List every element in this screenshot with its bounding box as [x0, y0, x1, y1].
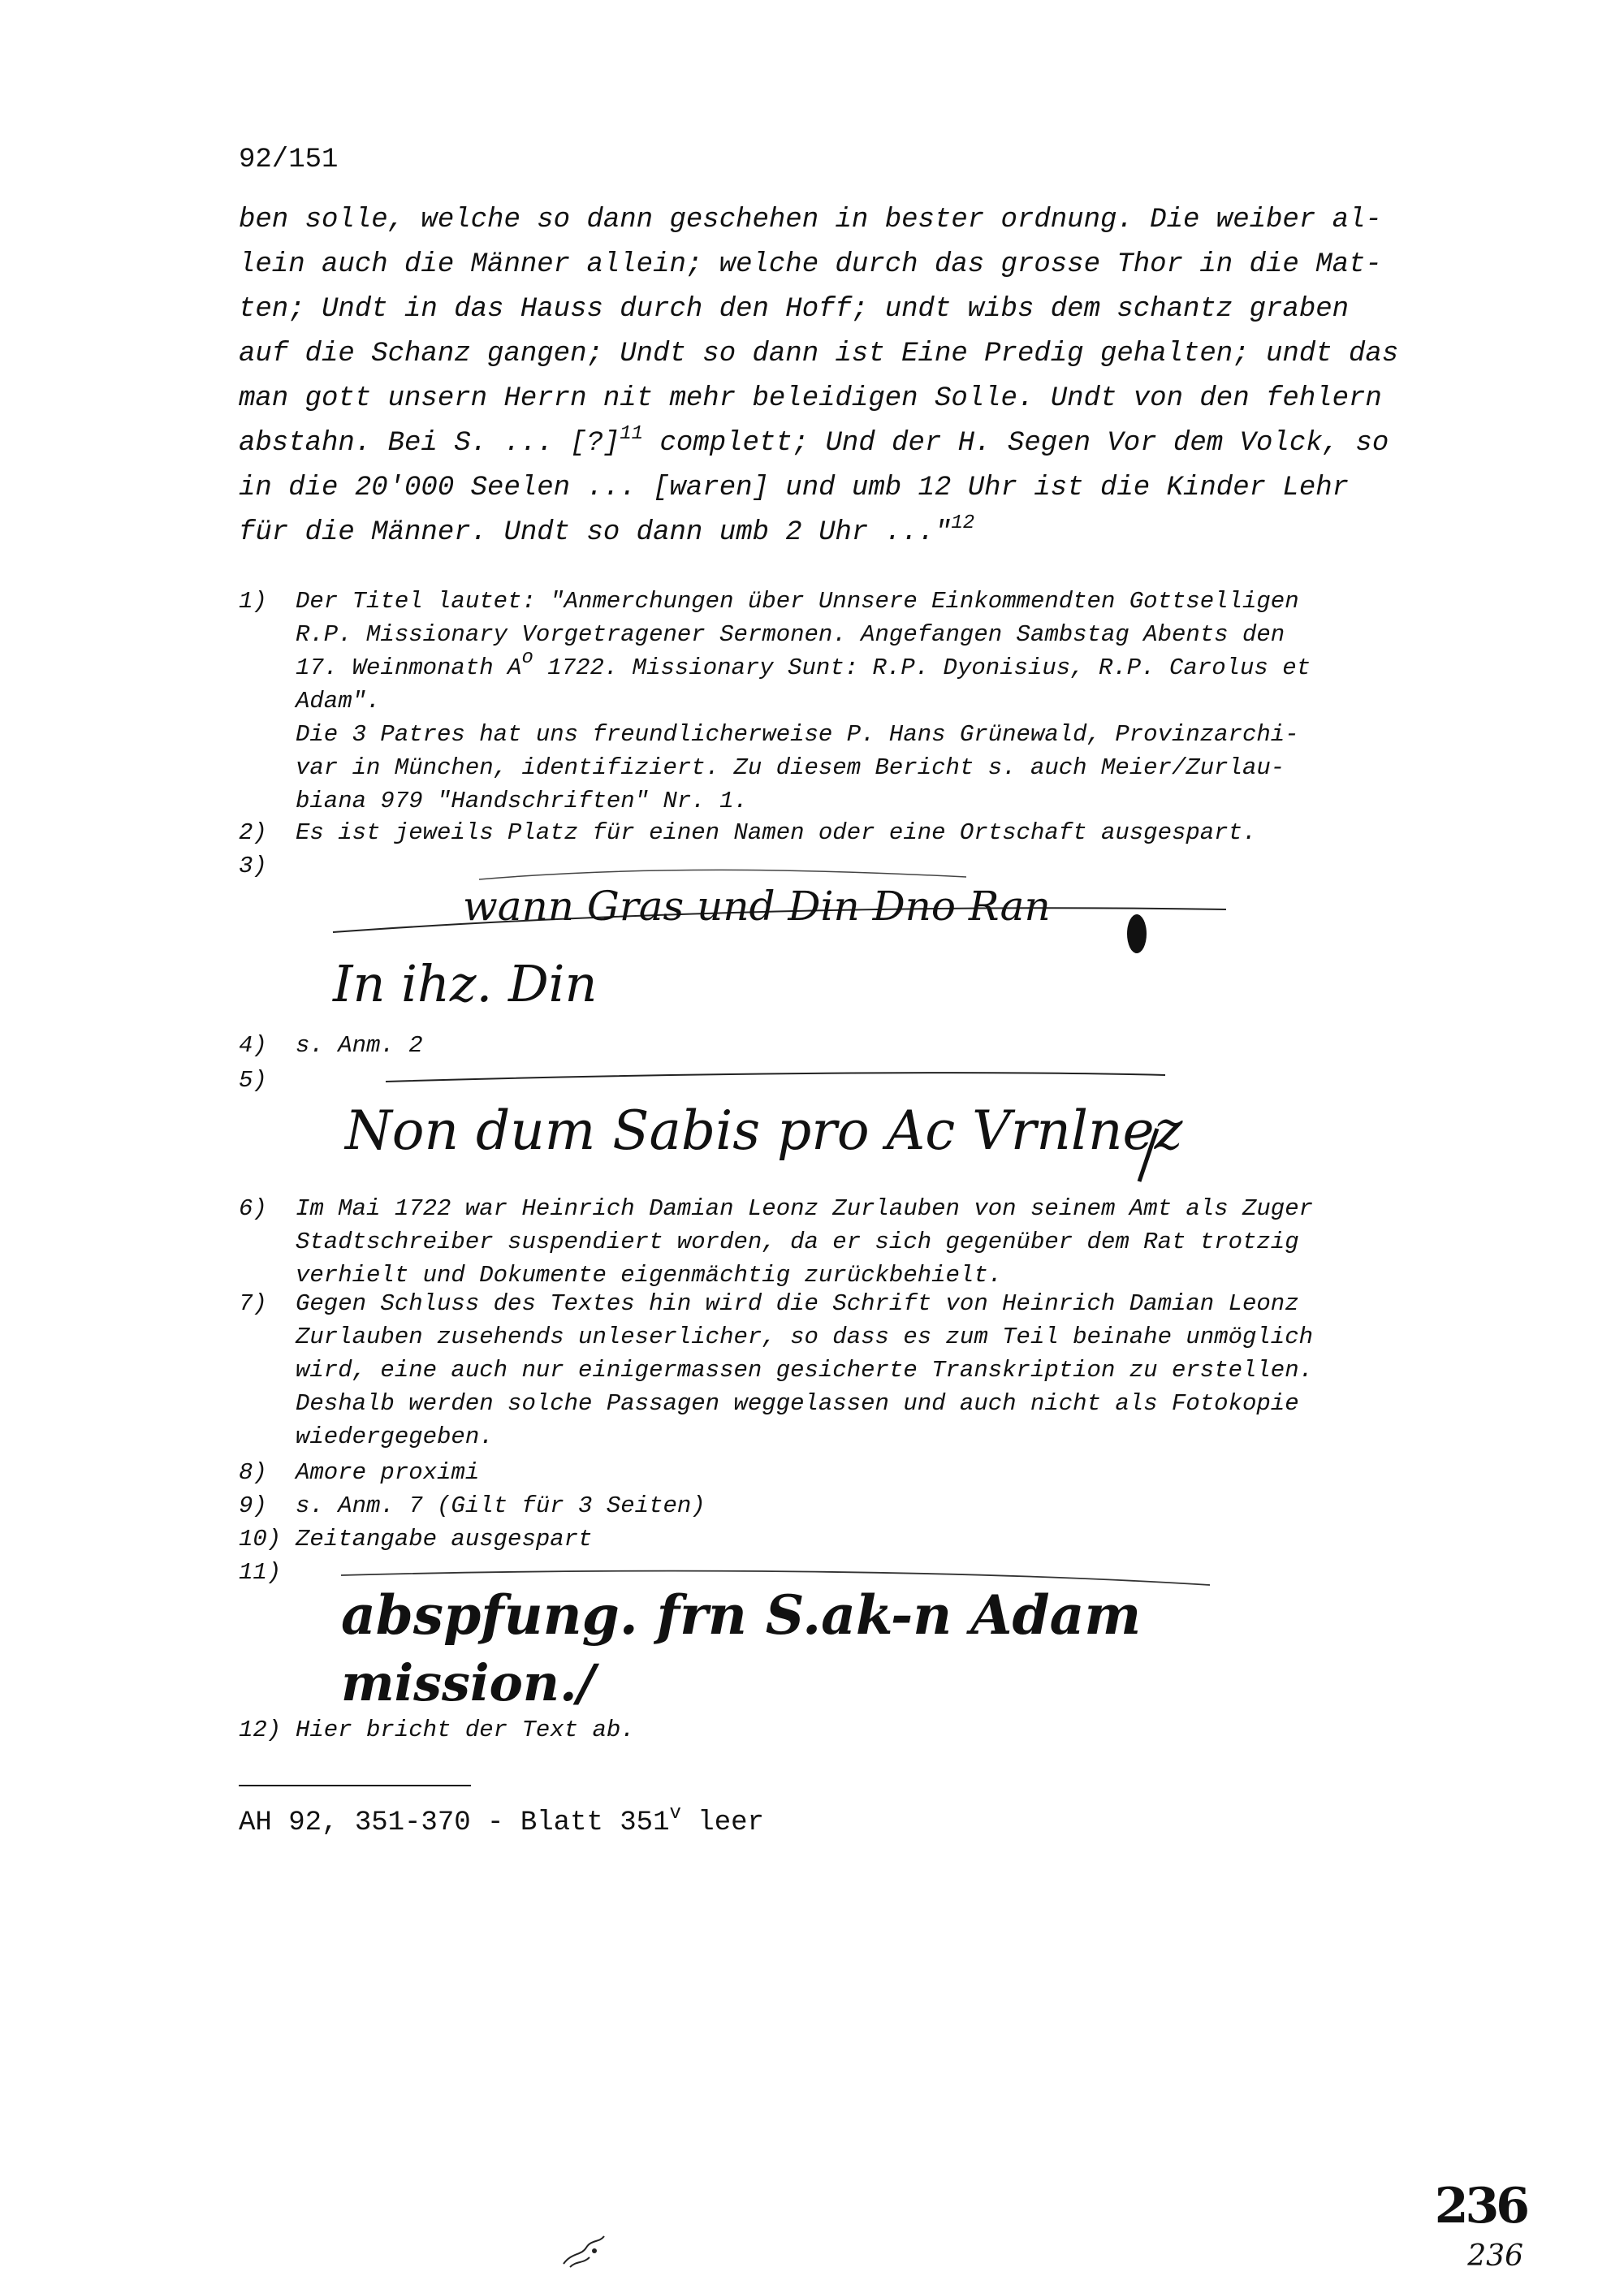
footnote-text [296, 1489, 1579, 1522]
footnote-line: s. Anm. 2 [296, 1032, 423, 1059]
source-text: AH 92, 351-370 - Blatt 351 [239, 1807, 670, 1838]
footnote-line [296, 647, 1579, 685]
footnote-number: 12) [239, 1717, 282, 1743]
handwriting-line: Non dum Sabis pro Ac Vrnlnez [345, 1099, 1183, 1162]
footnote-text [296, 1287, 1579, 1453]
footnote-number: 2) [239, 819, 267, 846]
footnote-line: var in München, identifiziert. Zu diesem Bericht s. auch Meier/Zurlau- [296, 754, 1285, 781]
source-line [239, 1803, 764, 1838]
body-line: ten; Undt in das Hauss durch den Hoff; undt wibs dem schantz graben [239, 294, 1350, 325]
page-number: 92/151 [239, 145, 339, 175]
ornament-icon [559, 2231, 611, 2274]
body-line: auf die Schanz gangen; Undt so dann ist Eine Predig gehalten; undt das [239, 339, 1399, 369]
footnote-line: Der Titel lautet: "Anmerchungen über Unnsere Einkommendten Gottselligen [296, 588, 1299, 615]
handwriting-facsimile-3 [317, 859, 1234, 1021]
footnote-line: R.P. Missionary Vorgetragener Sermonen. Angefangen Sambstag Abents den [296, 621, 1285, 648]
handwriting-line: mission./ [341, 1653, 596, 1711]
body-line: man gott unsern Herrn nit mehr beleidigen Solle. Undt von den fehlern [239, 383, 1382, 414]
body-text [239, 198, 1493, 555]
body-line [239, 511, 1493, 555]
handwriting-line: In ihz. Din [333, 954, 598, 1013]
footnote-line: Amore proximi [296, 1459, 480, 1486]
footnote-line: Adam". [296, 688, 381, 715]
footnote-number: 7) [239, 1290, 267, 1317]
footnote-line: Deshalb werden solche Passagen weggelassen und auch nicht als Fotokopie [296, 1390, 1299, 1417]
body-line-text: für die Männer. Undt so dann umb 2 Uhr ..." [239, 517, 952, 548]
footnote-text [296, 816, 1579, 849]
footnote-number: 4) [239, 1032, 267, 1059]
footnote-text [296, 1192, 1579, 1292]
footnote-text [296, 1456, 1579, 1489]
superscript: v [669, 1803, 681, 1825]
footnote-line: verhielt und Dokumente eigenmächtig zurückbehielt. [296, 1262, 1003, 1289]
body-line-text: abstahn. Bei S. ... [?] [239, 428, 620, 459]
footnote-number: 6) [239, 1195, 267, 1222]
body-line-text: complett; Und der H. Segen Vor dem Volck, so [643, 428, 1389, 459]
footnote-line: Die 3 Patres hat uns freundlicherweise P. Hans Grünewald, Provinzarchi- [296, 721, 1299, 748]
footnote-number: 3) [239, 853, 267, 879]
footnote-number: 1) [239, 588, 267, 615]
footnote-number: 9) [239, 1492, 267, 1519]
footnote-ref: 11 [620, 423, 644, 445]
archive-number: 236 [1467, 2239, 1523, 2273]
separator-rule [239, 1785, 471, 1786]
footnote-line: Im Mai 1722 war Heinrich Damian Leonz Zurlauben von seinem Amt als Zuger [296, 1195, 1314, 1222]
body-line: in die 20'000 Seelen ... [waren] und umb 12 Uhr ist die Kinder Lehr [239, 473, 1350, 503]
handwriting-line: wann Gras und Din Dno Ran [463, 883, 1051, 930]
footnote-line: Zeitangabe ausgespart [296, 1526, 593, 1553]
footnote-line: wird, eine auch nur einigermassen gesicherte Transkription zu erstellen. [296, 1357, 1314, 1384]
handwriting-facsimile-11 [325, 1553, 1226, 1711]
stamp-number: 236 [1434, 2178, 1527, 2235]
handwriting-line: abspfung. frn S.ak-n Adam [341, 1583, 1142, 1647]
footnote-line: s. Anm. 7 (Gilt für 3 Seiten) [296, 1492, 706, 1519]
footnote-line: Stadtschreiber suspendiert worden, da er sich gegenüber dem Rat trotzig [296, 1229, 1299, 1255]
footnote-ref: 12 [951, 512, 975, 534]
footnote-line: biana 979 "Handschriften" Nr. 1. [296, 788, 748, 814]
footnote-line-text: 17. Weinmonath A [296, 654, 522, 681]
source-text: leer [680, 1807, 764, 1838]
body-line: lein auch die Männer allein; welche durch das grosse Thor in die Mat- [239, 249, 1382, 280]
footnote-number: 5) [239, 1067, 267, 1094]
footnote-line: Hier bricht der Text ab. [296, 1717, 635, 1743]
footnote-line: Zurlauben zusehends unleserlicher, so dass es zum Teil beinahe unmöglich [296, 1324, 1314, 1350]
superscript: o [521, 647, 533, 669]
footnote-number: 11) [239, 1559, 282, 1586]
footnote-line: Gegen Schluss des Textes hin wird die Schrift von Heinrich Damian Leonz [296, 1290, 1299, 1317]
body-line [239, 421, 1493, 466]
handwriting-facsimile-5 [329, 1047, 1206, 1186]
footnote-text [296, 1522, 1579, 1556]
footnote-text [296, 1713, 1579, 1747]
footnote-line: Es ist jeweils Platz für einen Namen oder eine Ortschaft ausgespart. [296, 819, 1257, 846]
footnote-number: 8) [239, 1459, 267, 1486]
footnote-text [296, 585, 1579, 818]
footnote-number: 10) [239, 1526, 282, 1553]
footnote-line-text: 1722. Missionary Sunt: R.P. Dyonisius, R.P. Carolus et [533, 654, 1311, 681]
footnote-line: wiedergegeben. [296, 1423, 494, 1450]
body-line: ben solle, welche so dann geschehen in bester ordnung. Die weiber al- [239, 205, 1382, 235]
